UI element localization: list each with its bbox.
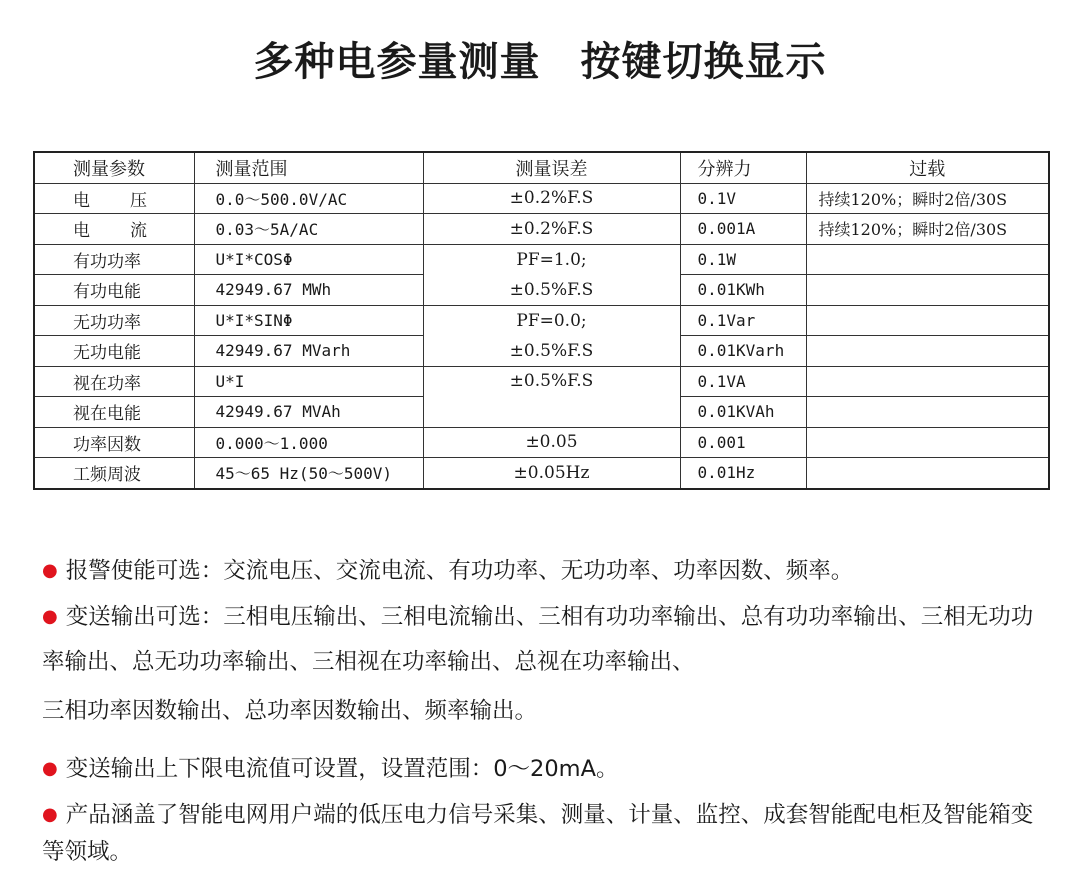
overload-cell [806,336,1049,367]
param-char-b: 流 [130,221,147,242]
table-row [34,458,1049,489]
overload-cell [806,427,1049,458]
error-line: ±0.5%F.S [509,279,594,300]
table-row [34,427,1049,458]
resolution-cell: 0.01KVAh [680,397,806,428]
note-item [42,594,1042,685]
overload-cell [806,458,1049,489]
error-cell-group [423,305,680,366]
range-cell: 42949.67 MVAh [194,397,423,428]
range-cell: U*I*COSΦ [194,244,423,275]
range-cell: 42949.67 MWh [194,275,423,306]
param-char-a: 电 [73,190,90,211]
range-cell: 0.000～1.000 [194,427,423,458]
bullet-dot-icon: ● [42,804,58,825]
error-cell: ±0.2%F.S [423,214,680,245]
range-cell: 0.03～5A/AC [194,214,423,245]
resolution-cell: 0.001 [680,427,806,458]
error-cell: ±0.05 [423,427,680,458]
resolution-cell: 0.01KWh [680,275,806,306]
param-cell: 有功电能 [34,275,194,306]
overload-cell [806,244,1049,275]
overload-cell: 持续120%；瞬时2倍/30S [806,183,1049,214]
error-cell-group [423,244,680,305]
table-row [34,305,1049,336]
resolution-cell: 0.1Var [680,305,806,336]
resolution-cell: 0.1VA [680,366,806,397]
header-resolution: 分辨力 [680,152,806,183]
bullet-dot-icon: ● [42,560,58,581]
overload-cell: 持续120%；瞬时2倍/30S [806,214,1049,245]
table-row [34,183,1049,214]
bullet-dot-icon: ● [42,758,58,779]
table-row [34,214,1049,245]
overload-cell [806,397,1049,428]
header-range: 测量范围 [194,152,423,183]
note-item [42,796,1042,871]
error-cell-group [423,366,680,427]
resolution-cell: 0.1V [680,183,806,214]
page-title [0,30,1080,87]
error-line: PF=1.0; [516,249,587,270]
note-text: 报警使能可选：交流电压、交流电流、有功功率、无功功率、功率因数、频率。 [65,558,854,584]
bullet-dot-icon: ● [42,606,58,627]
error-line: ±0.5%F.S [509,340,594,361]
resolution-cell: 0.1W [680,244,806,275]
range-cell: 45～65 Hz(50～500V) [194,458,423,489]
overload-cell [806,305,1049,336]
error-line: ±0.5%F.S [509,370,594,391]
range-cell: 42949.67 MVarh [194,336,423,367]
resolution-cell: 0.01Hz [680,458,806,489]
spec-table [33,151,1050,490]
header-overload: 过载 [806,152,1049,183]
note-item [42,746,1042,792]
header-param: 测量参数 [34,152,194,183]
param-char-a: 电 [73,221,90,242]
param-cell [34,214,194,245]
table-row [34,366,1049,397]
note-continuation [42,689,1042,734]
param-char-b: 压 [130,190,147,211]
note-text: 产品涵盖了智能电网用户端的低压电力信号采集、测量、计量、监控、成套智能配电柜及智能箱变等领域。 [42,802,1034,865]
error-cell: ±0.2%F.S [423,183,680,214]
table-header-row [34,152,1049,183]
param-cell: 无功功率 [34,305,194,336]
range-cell: 0.0～500.0V/AC [194,183,423,214]
error-cell: ±0.05Hz [423,458,680,489]
note-text: 变送输出可选：三相电压输出、三相电流输出、三相有功功率输出、总有功功率输出、三相无功功率输出、总无功功率输出、三相视在功率输出、总视在功率输出、 [42,604,1034,675]
note-item [42,548,1042,594]
overload-cell [806,275,1049,306]
table-row [34,244,1049,275]
header-error: 测量误差 [423,152,680,183]
overload-cell [806,366,1049,397]
note-text: 变送输出上下限电流值可设置，设置范围：0～20mA。 [65,756,619,782]
param-cell: 功率因数 [34,427,194,458]
param-cell: 工频周波 [34,458,194,489]
param-cell [34,183,194,214]
param-cell: 视在电能 [34,397,194,428]
title-right: 按键切换显示 [580,39,827,85]
note-text: 三相功率因数输出、总功率因数输出、频率输出。 [42,698,538,724]
param-cell: 视在功率 [34,366,194,397]
range-cell: U*I [194,366,423,397]
resolution-cell: 0.001A [680,214,806,245]
title-left: 多种电参量测量 [253,39,541,85]
feature-notes [42,548,1042,871]
param-cell: 有功功率 [34,244,194,275]
error-line: PF=0.0; [516,310,587,331]
resolution-cell: 0.01KVarh [680,336,806,367]
param-cell: 无功电能 [34,336,194,367]
range-cell: U*I*SINΦ [194,305,423,336]
